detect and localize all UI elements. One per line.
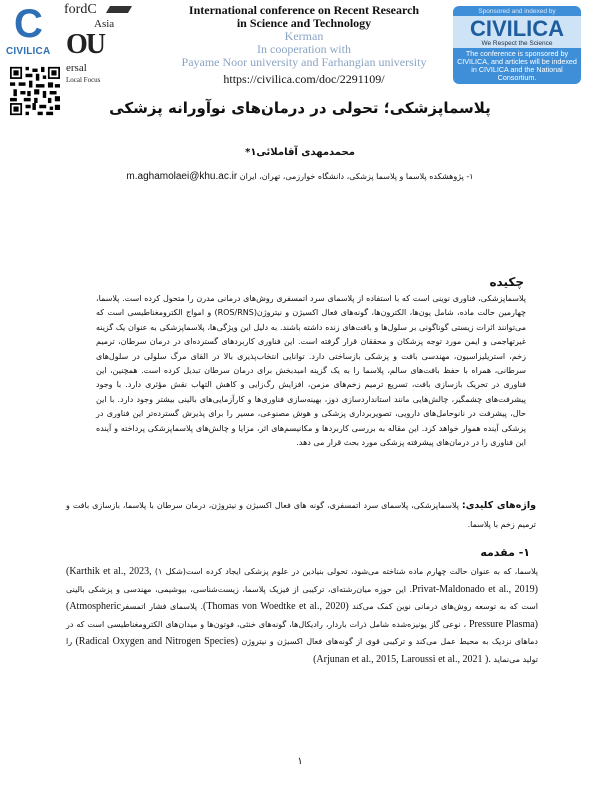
intro-segment: ، نوعی گاز یونیزه‌شده شامل ذرات باردار، رادیکال‌ها، گونه‌های خنثی، فوتون‌ها و میدان‌های الکترومغناطیسی است که در دماهای نزدیک به محیط عمل می‌کند و ترکیبی قوی از گونه‌های فعال اکسیژن و نیتروژن xyxy=(66,619,538,647)
oxford-logo-tagline: Local Focus xyxy=(66,76,101,84)
sponsor-badge[interactable] xyxy=(453,6,581,84)
oxford-logo-line2: Asia xyxy=(94,18,115,30)
qr-code-graphic xyxy=(10,66,60,116)
paper-author: محمدمهدی آقاملائی۱* xyxy=(245,147,355,158)
intro-citation: (Thomas von Woedtke et al., 2020) xyxy=(203,601,349,613)
graduation-cap-icon xyxy=(106,6,132,13)
abstract-text: پلاسماپزشکی، فناوری نوینی است که با استفاده از پلاسمای سرد اتمسفری روش‌های درمانی مدرن را متحول کرده است. پلاسما، چهارمین حالت ماده، شامل یون‌ها، الکترون‌ها، گونه‌های فعال اکسیژن و نیتروژن(ROS/RNS) و امواج الکترومغناطیسی است که می‌توانند اثرات زیستی گوناگونی بر سلول‌ها و بافت‌های زنده داشته باشند. به دلیل این ویژگی‌ها، پلاسماپزشکی به عنوان یک گزینه غیرتهاجمی و ایمن مورد توجه پزشکان و محققان قرار گرفته است. این فناوری کاربردهای گسترده‌ای در درمان سرطان، ترمیم زخم، استریلیزاسیون، مهندسی بافت و پزشکی بازساختی دارد. توانایی انتخاب‌پذیری بالا در القای مرگ سلولی در سلول‌های سرطانی، همراه با حفظ بافت‌های سالم، پلاسما را به یک گزینه امیدبخش برای درمان سرطان تبدیل کرده است. همچنین، این فناوری در تحریک بازسازی بافت، تسریع ترمیم زخم‌های مزمن، افزایش رگ‌زایی و کاهش التهاب نقش مؤثری دارد. با وجود پیشرفت‌های چشمگیر، چالش‌هایی مانند استانداردسازی دوز، بهینه‌سازی فناوری‌ها و کارآزمایی‌های بالینی بیشتر وجود دارد. با این حال، پیشرفت در نانوحامل‌های دارویی، تصویربرداری پزشکی و هوش مصنوعی، مسیر را برای پذیرش گسترده‌تر این فناوری در پزشکی آینده هموار خواهد کرد. این مقاله به بررسی کاربردها و مکانیسم‌های اثر، مزایا و چالش‌های پلاسماپزشکی پرداخته و آینده این فناوری را در درمان‌های پیشرفته پزشکی مورد بحث قرار می دهد. xyxy=(96,294,526,448)
conference-coop-line1: In cooperation with xyxy=(257,42,351,56)
paper-title: پلاسماپزشکی؛ تحولی در درمان‌های نوآورانه پزشکی xyxy=(109,99,491,117)
intro-segment: . این حوزه میان‌رشته‌ای، ترکیبی از فیزیک پلاسما، زیست‌شناسی، بیوشیمی، مهندسی و پزشکی بالینی است که به توسعه روش‌های درمانی نوین کمک می‌کند xyxy=(66,584,538,612)
intro-citation: (Karthik et al., 2023, Privat-Maldonado et al., 2019) xyxy=(66,566,538,595)
civilica-logo-word: CIVILICA xyxy=(6,46,51,57)
intro-citation: (Arjunan et al., 2015, Laroussi et al., 2021 ). xyxy=(313,653,491,665)
qr-code-icon[interactable] xyxy=(10,66,60,116)
paper-affiliation xyxy=(70,170,530,184)
civilica-logo xyxy=(6,4,62,60)
oxford-logo-line1: fordC xyxy=(64,2,97,17)
civilica-logo-glyph: C xyxy=(14,2,43,46)
intro-term: (Atmospheric Pressure Plasma) xyxy=(66,601,538,630)
sponsor-badge-body: The conference is sponsored by CIVILICA, and articles will be indexed in CIVILICA and the National Consortium. xyxy=(457,49,577,82)
affiliation-text: ۱- پژوهشکده پلاسما و پلاسما پزشکی، دانشگاه خوارزمی، تهران، ایران xyxy=(239,172,474,181)
sponsor-badge-name: CIVILICA xyxy=(469,16,565,41)
sponsor-badge-brand xyxy=(453,16,581,48)
sponsor-badge-tagline: We Respect the Science xyxy=(481,40,553,47)
author-email: m.aghamolaei@khu.ac.ir xyxy=(126,171,238,182)
intro-segment: پلاسما، که به عنوان حالت چهارم ماده شناخته می‌شود، تحولی بنیادین در علوم پزشکی ایجاد کرده است(شکل ۱) xyxy=(151,567,538,576)
conference-coop-line2: Payame Noor university and Farhangian university xyxy=(181,55,427,69)
page-number: ۱ xyxy=(297,756,303,767)
keywords-label: واژه‌های کلیدی: xyxy=(461,500,537,511)
conference-header xyxy=(168,4,440,69)
intro-segment: را تولید می‌نماید xyxy=(66,637,538,664)
keywords-text: پلاسماپزشکی، پلاسمای سرد اتمسفری، گونه های فعال اکسیژن و نیتروژن، درمان سرطان با پلاسما، بازسازی بافت و ترمیم زخم با پلاسما. xyxy=(66,501,536,529)
conference-title-line2: in Science and Technology xyxy=(236,16,372,30)
keywords-paragraph xyxy=(66,496,536,534)
conference-city: Kerman xyxy=(284,29,324,43)
intro-heading: ۱- مقدمه xyxy=(480,546,530,559)
abstract-heading: چکیده xyxy=(489,275,524,289)
document-url-link[interactable]: https://civilica.com/doc/2291109/ xyxy=(223,72,385,86)
oxford-logo-mark: OU xyxy=(66,29,104,60)
intro-segment: . پلاسمای فشار اتمسفر xyxy=(121,602,204,612)
intro-term: (Radical Oxygen and Nitrogen Species) xyxy=(75,636,239,648)
intro-paragraph xyxy=(66,563,538,669)
oxford-logo xyxy=(64,2,144,94)
conference-title-line1: International conference on Recent Research xyxy=(188,3,420,17)
sponsor-badge-top: Sponsored and indexed by xyxy=(478,8,556,15)
oxford-logo-line3: ersal xyxy=(66,62,87,74)
